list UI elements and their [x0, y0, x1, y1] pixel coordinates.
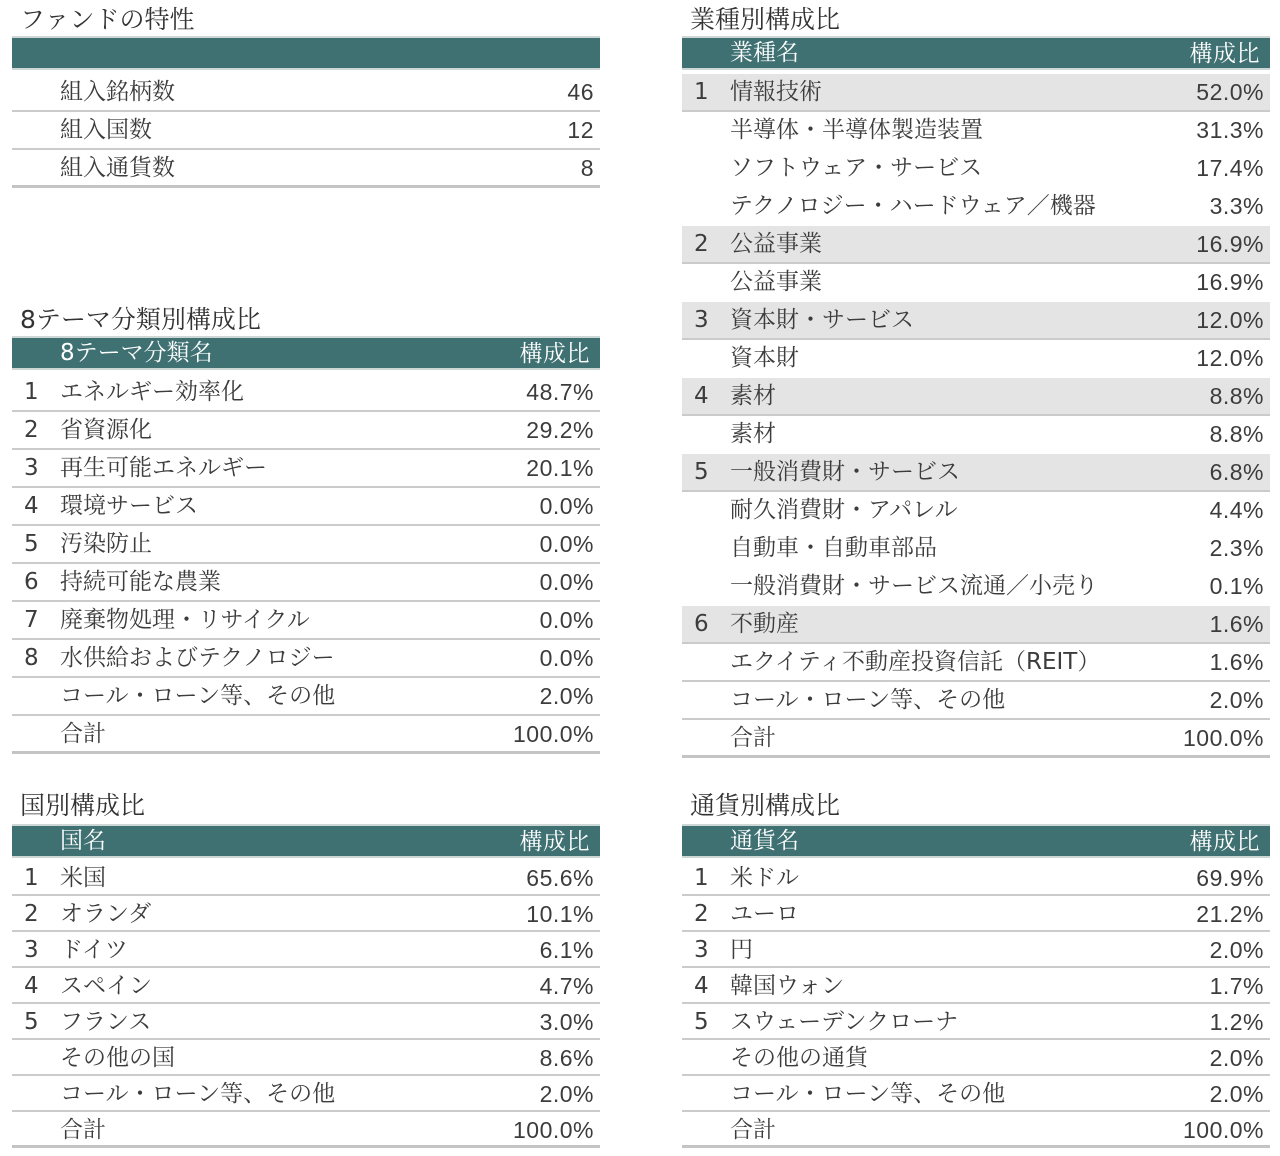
column-header-name: 通貨名	[730, 828, 799, 854]
industry-allocation-section	[682, 2, 1270, 754]
row-number: 5	[24, 1009, 39, 1035]
table-row-group	[682, 74, 1270, 112]
row-number: 1	[24, 865, 39, 891]
industry-table	[682, 74, 1270, 758]
table-row	[12, 640, 600, 678]
row-number: 2	[24, 417, 39, 443]
table-row	[12, 860, 600, 896]
column-header-name: 業種名	[730, 40, 799, 66]
row-percent: 8.8%	[1209, 383, 1264, 409]
table-row-total	[682, 1112, 1270, 1148]
table-row-sub	[682, 492, 1270, 530]
row-percent: 4.4%	[1209, 497, 1264, 523]
row-label: エネルギー効率化	[60, 379, 244, 405]
column-header-pct: 構成比	[1189, 40, 1260, 66]
theme-allocation-section	[12, 302, 600, 754]
table-header	[682, 824, 1270, 858]
row-number: 3	[24, 455, 39, 481]
row-percent: 100.0%	[512, 1117, 594, 1143]
section-title: 業種別構成比	[690, 5, 841, 34]
section-title: 8テーマ分類別構成比	[20, 305, 261, 334]
row-number: 1	[694, 79, 709, 105]
row-label: ドイツ	[60, 937, 128, 963]
row-label: スペイン	[60, 973, 152, 999]
column-header-pct: 構成比	[519, 340, 590, 366]
row-number: 6	[24, 569, 39, 595]
table-row	[682, 860, 1270, 896]
row-percent: 6.1%	[539, 937, 594, 963]
row-label: 資本財・サービス	[730, 307, 914, 333]
table-row-sub	[682, 264, 1270, 302]
table-row-group	[682, 454, 1270, 492]
row-number: 2	[24, 901, 39, 927]
row-percent: 0.0%	[539, 607, 594, 633]
table-row-sub	[682, 416, 1270, 454]
table-row	[12, 1040, 600, 1076]
row-percent: 3.0%	[539, 1009, 594, 1035]
row-label: 米ドル	[730, 865, 799, 891]
row-label: 素材	[730, 383, 776, 409]
row-percent: 16.9%	[1196, 231, 1264, 257]
table-row-sub	[682, 112, 1270, 150]
row-percent: 4.7%	[539, 973, 594, 999]
row-label: 自動車・自動車部品	[730, 535, 937, 561]
row-label: 持続可能な農業	[60, 569, 221, 595]
currency-allocation-section	[682, 788, 1270, 1152]
row-number: 1	[24, 379, 39, 405]
table-header	[682, 36, 1270, 70]
country-allocation-section	[12, 788, 600, 1152]
row-label: スウェーデンクローナ	[730, 1009, 959, 1035]
table-row-total	[12, 716, 600, 754]
table-row-sub	[682, 340, 1270, 378]
row-percent: 3.3%	[1209, 193, 1264, 219]
column-header-name: 国名	[60, 828, 106, 854]
row-number: 3	[694, 937, 709, 963]
table-row	[12, 1076, 600, 1112]
row-label: エクイティ不動産投資信託（REIT）	[730, 649, 1101, 675]
row-value: 46	[567, 79, 594, 105]
row-percent: 8.6%	[539, 1045, 594, 1071]
section-title: 通貨別構成比	[690, 791, 841, 820]
row-label: コール・ローン等、その他	[60, 683, 336, 709]
table-row-group	[682, 302, 1270, 340]
table-row	[12, 526, 600, 564]
row-label: ユーロ	[730, 901, 799, 927]
table-row	[12, 932, 600, 968]
table-row-sub	[682, 150, 1270, 188]
theme-table	[12, 374, 600, 754]
row-label: 組入国数	[60, 117, 152, 143]
row-number: 4	[24, 493, 39, 519]
row-number: 5	[694, 459, 709, 485]
row-number: 3	[694, 307, 709, 333]
table-row-total	[682, 720, 1270, 758]
row-label: コール・ローン等、その他	[60, 1081, 336, 1107]
table-row	[682, 1004, 1270, 1040]
row-number: 7	[24, 607, 39, 633]
row-label: テクノロジー・ハードウェア／機器	[730, 193, 1096, 219]
row-label: 米国	[60, 865, 106, 891]
row-percent: 65.6%	[526, 865, 594, 891]
table-row-total	[12, 1112, 600, 1148]
row-label: 省資源化	[60, 417, 152, 443]
table-row	[12, 968, 600, 1004]
table-row	[682, 896, 1270, 932]
table-row	[12, 150, 600, 188]
row-percent: 20.1%	[526, 455, 594, 481]
column-header-name: 8テーマ分類名	[60, 340, 213, 366]
row-number: 8	[24, 645, 39, 671]
row-percent: 100.0%	[1182, 725, 1264, 751]
table-row-sub	[682, 188, 1270, 226]
row-percent: 2.0%	[1209, 937, 1264, 963]
row-label: 水供給およびテクノロジー	[60, 645, 335, 671]
row-percent: 48.7%	[526, 379, 594, 405]
row-percent: 0.0%	[539, 493, 594, 519]
row-number: 2	[694, 901, 709, 927]
table-row	[12, 74, 600, 112]
table-row	[12, 1004, 600, 1040]
table-row	[12, 412, 600, 450]
row-label: 資本財	[730, 345, 799, 371]
row-percent: 10.1%	[526, 901, 594, 927]
section-title: 国別構成比	[20, 791, 146, 820]
table-row	[12, 450, 600, 488]
row-percent: 0.0%	[539, 531, 594, 557]
row-number: 4	[694, 383, 709, 409]
row-label: 環境サービス	[60, 493, 198, 519]
row-percent: 2.0%	[539, 683, 594, 709]
characteristics-table	[12, 74, 600, 188]
row-value: 12	[567, 117, 594, 143]
column-header-pct: 構成比	[1189, 828, 1260, 854]
row-percent: 69.9%	[1196, 865, 1264, 891]
currency-table	[682, 860, 1270, 1148]
row-label: 耐久消費財・アパレル	[730, 497, 958, 523]
table-row-sub	[682, 644, 1270, 682]
row-percent: 2.0%	[1209, 1045, 1264, 1071]
row-label: 公益事業	[730, 269, 822, 295]
table-header	[12, 36, 600, 70]
row-label: 合計	[730, 725, 776, 751]
row-label: ソフトウェア・サービス	[730, 155, 983, 181]
table-row	[682, 932, 1270, 968]
table-row	[12, 896, 600, 932]
table-row	[682, 968, 1270, 1004]
row-number: 2	[694, 231, 709, 257]
table-row	[12, 488, 600, 526]
row-percent: 1.7%	[1209, 973, 1264, 999]
fund-characteristics-section	[12, 2, 600, 188]
row-label: 素材	[730, 421, 776, 447]
row-number: 6	[694, 611, 709, 637]
table-row-group	[682, 606, 1270, 644]
country-table	[12, 860, 600, 1148]
table-row	[12, 678, 600, 716]
row-label: 汚染防止	[60, 531, 152, 557]
row-percent: 16.9%	[1196, 269, 1264, 295]
row-percent: 0.1%	[1209, 573, 1264, 599]
row-percent: 100.0%	[1182, 1117, 1264, 1143]
table-row-sub	[682, 568, 1270, 606]
row-label: オランダ	[60, 901, 152, 927]
table-row	[12, 374, 600, 412]
row-percent: 2.0%	[1209, 687, 1264, 713]
table-header	[12, 824, 600, 858]
row-percent: 2.0%	[539, 1081, 594, 1107]
row-number: 1	[694, 865, 709, 891]
row-percent: 100.0%	[512, 721, 594, 747]
row-percent: 8.8%	[1209, 421, 1264, 447]
row-number: 4	[24, 973, 39, 999]
row-label: コール・ローン等、その他	[730, 687, 1006, 713]
column-header-pct: 構成比	[519, 828, 590, 854]
row-percent: 6.8%	[1209, 459, 1264, 485]
row-label: 組入通貨数	[60, 155, 175, 181]
row-label: その他の通貨	[730, 1045, 868, 1071]
row-percent: 12.0%	[1196, 345, 1264, 371]
row-label: 一般消費財・サービス流通／小売り	[730, 573, 1098, 599]
row-number: 5	[24, 531, 39, 557]
row-label: 円	[730, 937, 753, 963]
row-percent: 21.2%	[1196, 901, 1264, 927]
row-number: 4	[694, 973, 709, 999]
table-row	[682, 1076, 1270, 1112]
row-number: 3	[24, 937, 39, 963]
row-percent: 1.6%	[1209, 649, 1264, 675]
table-row	[682, 682, 1270, 720]
row-percent: 17.4%	[1196, 155, 1264, 181]
row-label: 公益事業	[730, 231, 822, 257]
row-percent: 0.0%	[539, 645, 594, 671]
row-label: 合計	[60, 1117, 106, 1143]
row-label: 再生可能エネルギー	[60, 455, 267, 481]
table-row	[682, 1040, 1270, 1076]
table-header	[12, 336, 600, 370]
row-label: 組入銘柄数	[60, 79, 175, 105]
row-label: コール・ローン等、その他	[730, 1081, 1006, 1107]
row-percent: 1.2%	[1209, 1009, 1264, 1035]
table-row-sub	[682, 530, 1270, 568]
row-label: 韓国ウォン	[730, 973, 845, 999]
table-row	[12, 112, 600, 150]
row-label: 半導体・半導体製造装置	[730, 117, 983, 143]
row-label: 一般消費財・サービス	[730, 459, 960, 485]
row-label: 廃棄物処理・リサイクル	[60, 607, 310, 633]
row-percent: 2.3%	[1209, 535, 1264, 561]
row-percent: 12.0%	[1196, 307, 1264, 333]
row-percent: 0.0%	[539, 569, 594, 595]
row-label: 合計	[730, 1117, 776, 1143]
row-number: 5	[694, 1009, 709, 1035]
row-label: その他の国	[60, 1045, 175, 1071]
row-label: 合計	[60, 721, 106, 747]
table-row-group	[682, 378, 1270, 416]
row-percent: 2.0%	[1209, 1081, 1264, 1107]
table-row	[12, 564, 600, 602]
row-percent: 29.2%	[526, 417, 594, 443]
row-label: 情報技術	[730, 79, 822, 105]
row-percent: 1.6%	[1209, 611, 1264, 637]
row-value: 8	[580, 155, 594, 181]
row-percent: 31.3%	[1196, 117, 1264, 143]
table-row	[12, 602, 600, 640]
row-percent: 52.0%	[1196, 79, 1264, 105]
row-label: 不動産	[730, 611, 799, 637]
table-row-group	[682, 226, 1270, 264]
section-title: ファンドの特性	[20, 5, 195, 34]
row-label: フランス	[60, 1009, 152, 1035]
